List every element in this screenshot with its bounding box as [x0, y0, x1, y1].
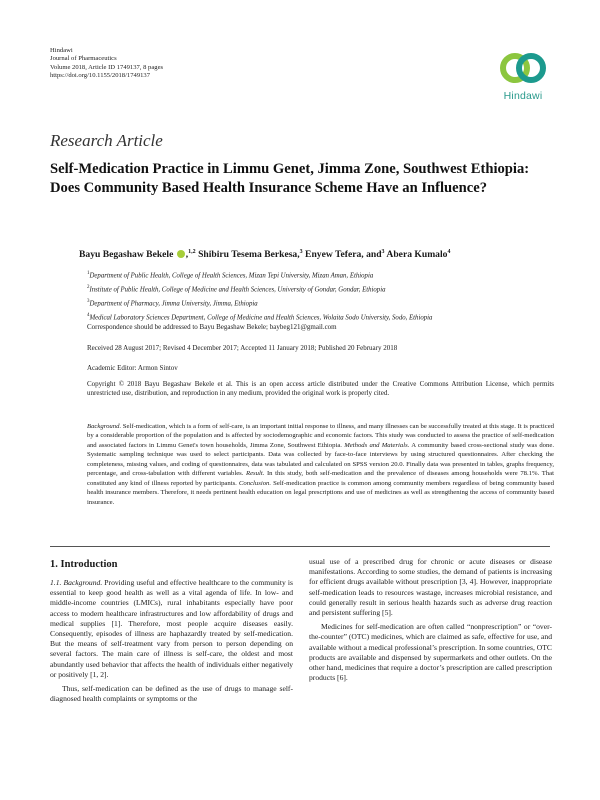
affiliation: $^3$Department of Pharmacy, Jimma University, Jimma, Ethiopia: [87, 298, 258, 308]
logo-wordmark: Hindawi: [503, 90, 543, 102]
author-name: Shibiru Tesema Berkesa: [198, 249, 298, 261]
publisher-name: Hindawi: [50, 47, 73, 54]
author-name: Bayu Begashaw Bekele: [79, 249, 174, 261]
section-heading: 1. Introduction: [50, 559, 118, 570]
orcid-icon[interactable]: [177, 250, 185, 258]
article-type: Research Article: [50, 131, 163, 150]
journal-info: [50, 47, 163, 80]
author-name: Enyew Tefera: [305, 249, 362, 261]
paragraph: 1.1. Background. Providing useful and effective healthcare to the community is essential to keep good health as well as a vital agenda of life. In low- and middle-income countries (LMICs), rural inhabitants especially have poor access to modern healthcare infrastructures and low affordability of drugs and medical supplies [1]. Therefore, most people acquire diseases easily. Consequently, episodes of illness are haphazardly treated by self-medication. But the means of self-treatment vary from person to person depending on several factors. The main care of illness is self-care, the oldest and most abundantly used behavior that affects the health of individuals either negatively or positively [1, 2].: [50, 578, 293, 679]
paragraph: usual use of a prescribed drug for chronic or acute diseases or disease manifestations. According to some studies, the demand of patients is increasing for efficient drugs available without prescription [3, 4]. However, inappropriate self-medication leads to resources wastage, increases microbial resistance, and could generally result in serious health hazards such as adverse drug reaction and persistent suffering [5].: [309, 557, 552, 618]
abstract-label-background: Background.: [87, 423, 122, 430]
correspondence: Correspondence should be addressed to Bayu Begashaw Bekele; baybeg121@gmail.com: [87, 323, 337, 331]
page-title: Self-Medication Practice in Limmu Genet, Jimma Zone, Southwest Ethiopia: Does Community Based Health Insurance Scheme Have an Influence?: [50, 161, 530, 196]
author-name: Abera Kumalo: [386, 249, 448, 261]
affiliations: [87, 268, 557, 324]
journal-name: Journal of Pharmaceutics: [50, 55, 117, 63]
affiliation: $^4$Medical Laboratory Sciences Department, College of Medicine and Health Sciences, Wolaita Sodo University, Sodo, Ethiopia: [87, 312, 433, 322]
academic-editor: Academic Editor: Armon Sintov: [87, 364, 178, 372]
abstract-label-methods: Methods and Materials.: [344, 441, 410, 449]
paragraph: Medicines for self-medication are often called “nonprescription” or “over-the-counter” (OTC) medicines, which are claimed as safe, effective for use, and available without a medical professional’s prescription. In some countries, OTC products are available and dispensed by supermarkets and other outlets. On the other hand, medicines that require a doctor’s prescription are called prescription products [6].: [309, 622, 552, 683]
doi-link[interactable]: https://doi.org/10.1155/2018/1749137: [50, 71, 151, 79]
volume-line: Volume 2018, Article ID 1749137, 8 pages: [50, 63, 164, 71]
paragraph: Thus, self-medication can be defined as the use of drugs to manage self-diagnosed health complaints or symptoms or the: [50, 684, 293, 704]
affiliation: $^1$Department of Public Health, College of Health Sciences, Mizan Tepi University, Mizan Aman, Ethiopia: [87, 271, 374, 280]
affiliation: $^2$Institute of Public Health, College of Medicine and Health Sciences, University of Gondar, Gondar, Ethiopia: [87, 284, 386, 294]
abstract-label-conclusion: Conclusion.: [238, 479, 272, 487]
subsection-label: 1.1. Background.: [50, 578, 103, 587]
section-divider: [50, 546, 550, 547]
abstract: Background. Self-medication, which is a form of self-care, is an important initial response to illness, and many illnesses can be successfully treated at this stage. It is practiced by a considerable proportion of the population and is affected by sociodemographic and economic factors. This study was conducted to assess the practice of self-medication and associated factors in Limmu Genet's town households, Jimma Zone, Southwest Ethiopia. Methods and Materials. A community based cross-sectional study was done. Systematic sampling technique was used to select participants. Data was collected by face-to-face interviews by using structured questionnaires. After checking the completeness, missing values, and coding of questionnaires, data was tabulated and calculated on SPSS version 20.0. Finally data was presented in tables, graphs frequency, percentage, and cross-tabulation with different variables. Result. In this study, both self-medication and the prevalence of diseases among households were 78.1%. That constituted any kind of illness reported by participants. Conclusion. Self-medication practice is common among community members regardless of being community based health insurance members. Therefore, it needs pertinent health education on legal prescriptions and use of medicines as well as strengthening the access of community based insurance.: [87, 423, 555, 506]
body-column-left: [50, 578, 293, 704]
copyright-notice: Copyright © 2018 Bayu Begashaw Bekele et al. This is an open access article distributed under the Creative Commons Attribution License, which permits unrestricted use, distribution, and reproduction in any medium, provided the original work is properly cited.: [87, 380, 554, 398]
body-column-right: [309, 557, 552, 683]
publication-dates: Received 28 August 2017; Revised 4 December 2017; Accepted 11 January 2018; Published 20 February 2018: [87, 344, 398, 352]
author-list: Bayu Begashaw Bekele ,$^{1,2}$ Shibiru Tesema Berkesa,$^3$ Enyew Tefera, and$^3$ Abera Kumalo$^4$: [79, 249, 451, 261]
abstract-label-result: Result.: [246, 470, 265, 478]
